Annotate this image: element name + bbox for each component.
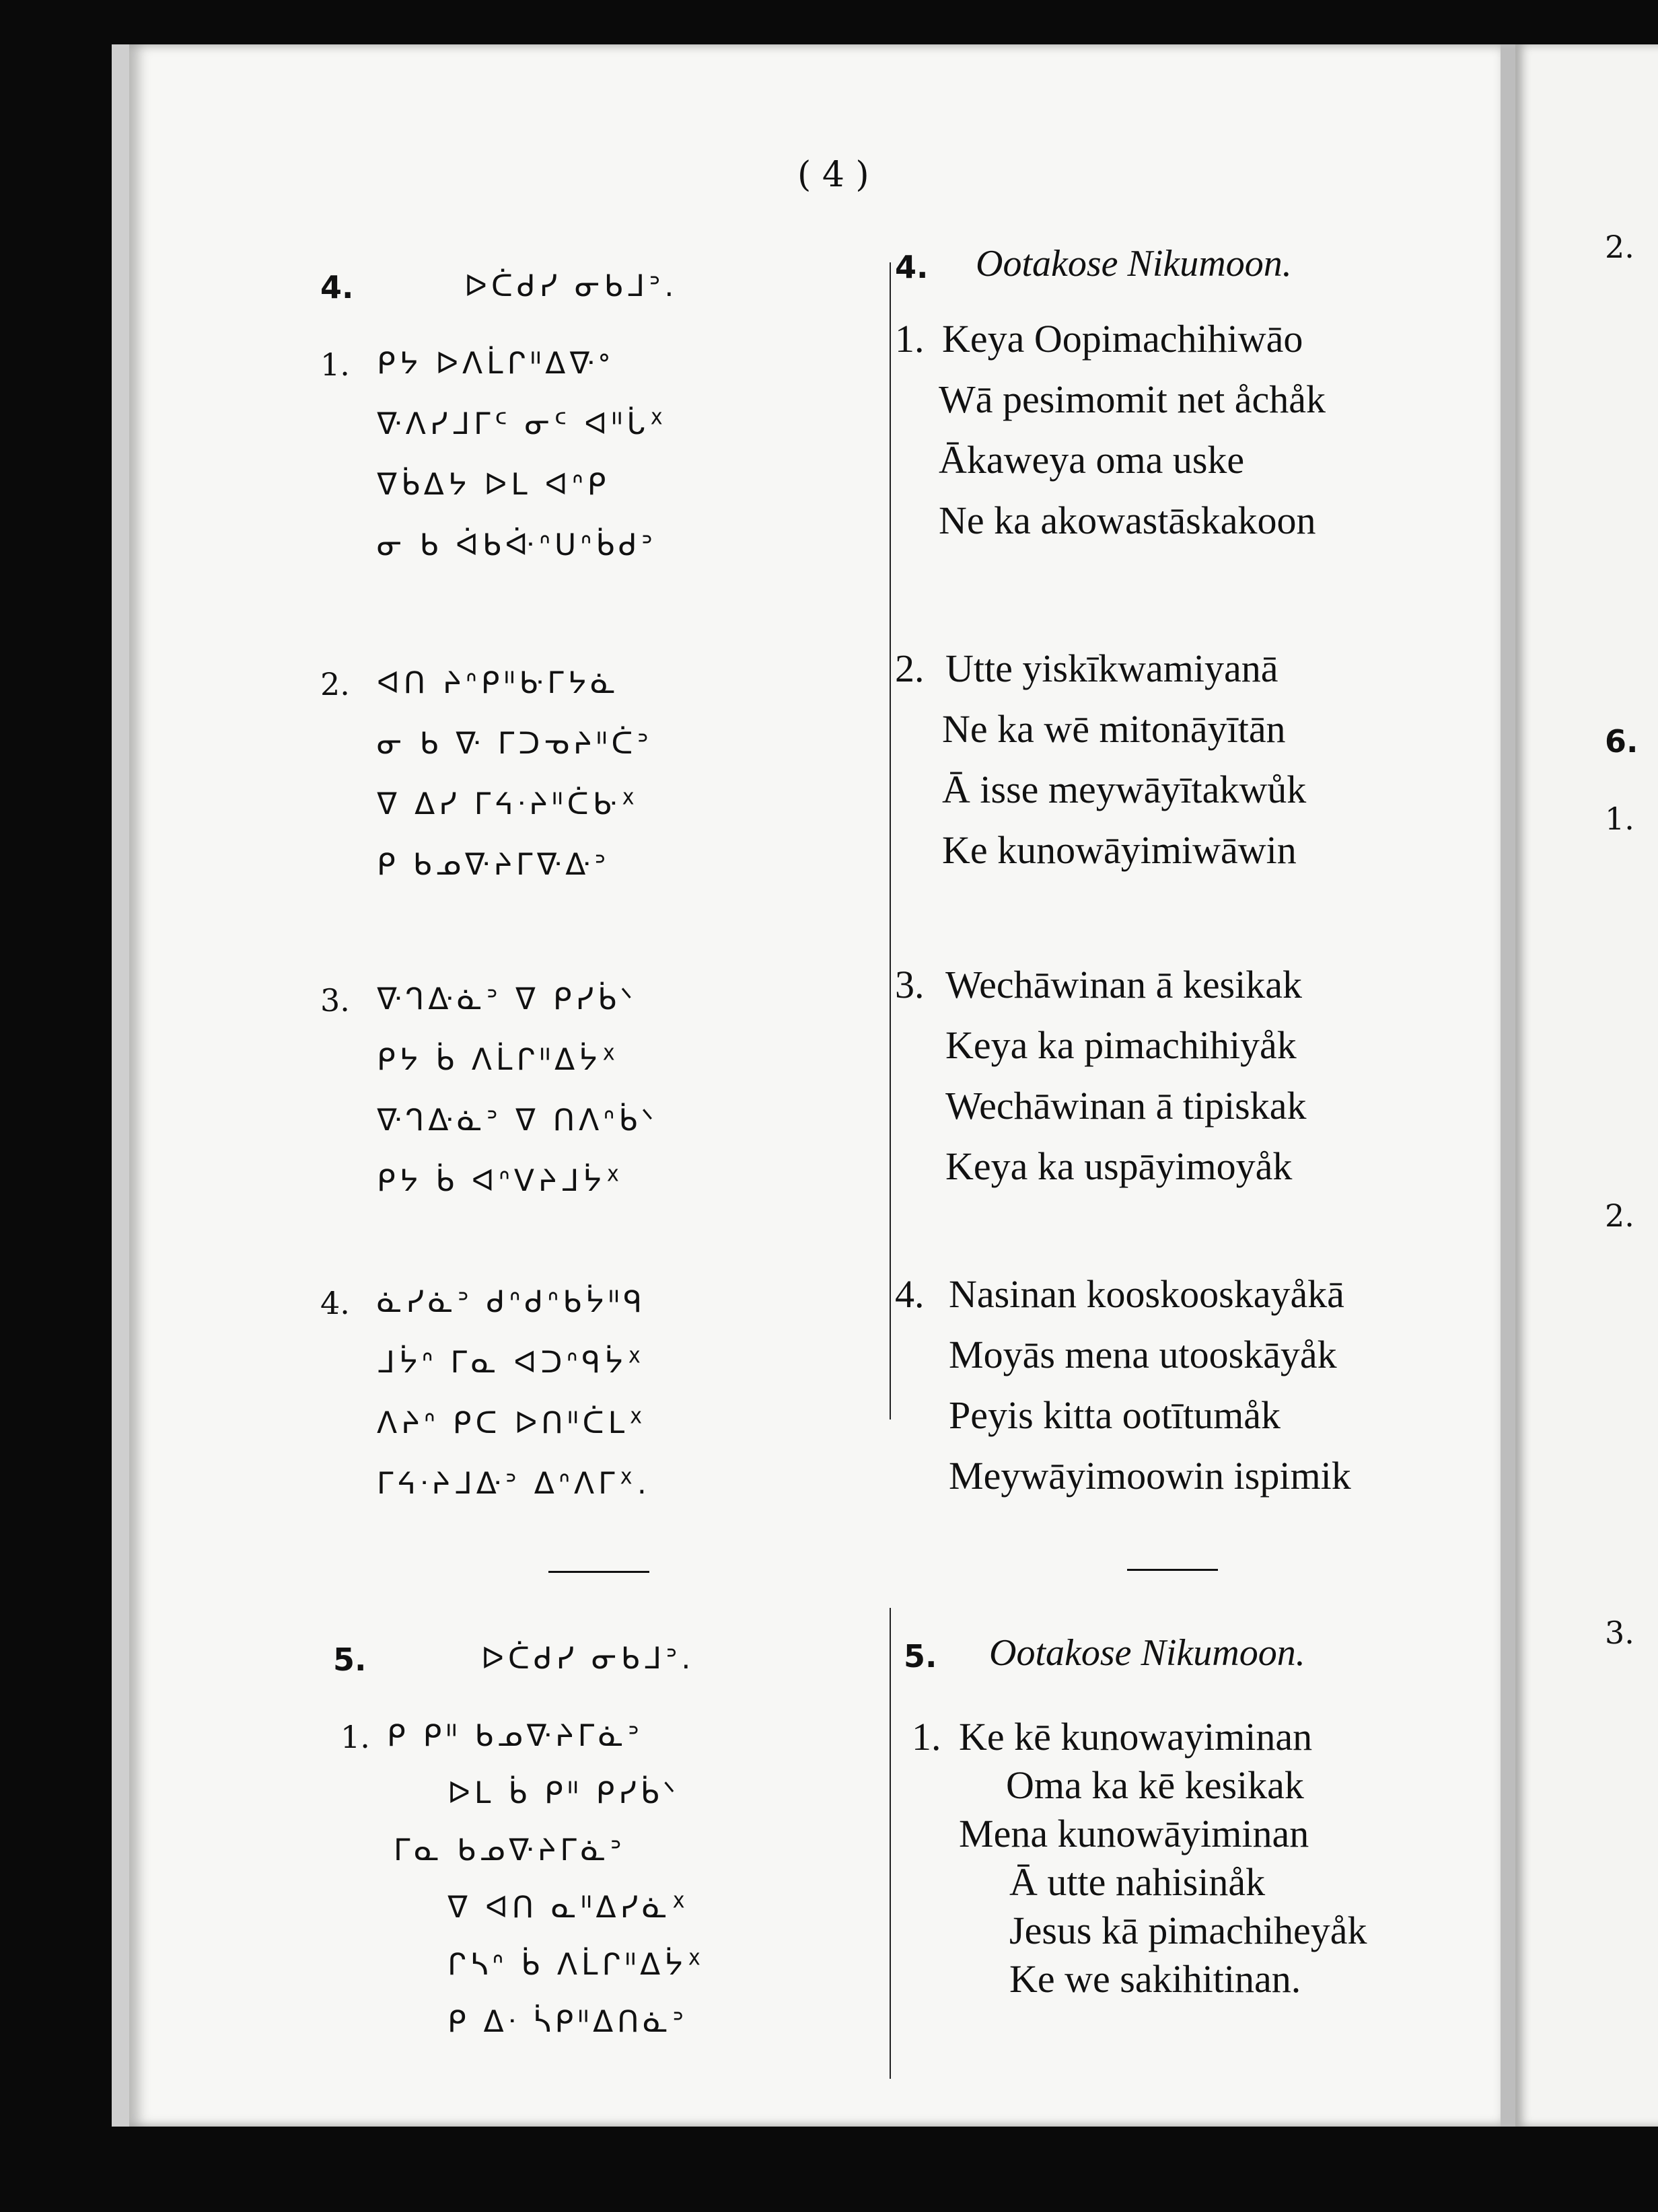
section-rule-right [1127,1569,1218,1571]
right-verse-number: 4. [895,1272,925,1316]
right-verse-line: Ke we sakihitinan. [1009,1957,1301,2001]
left-verse-line: ᐁ ᐃᓯ ᒥᔦᐧᔨᐦᑖᑿᕽ [377,787,639,821]
right-verse-line: Ākaweya oma uske [939,438,1245,482]
left-verse-line: ᐱᔨᐢ ᑭᑕ ᐅᑎᐦᑖᒪᕽ [377,1406,647,1440]
right-verse-line: Keya ka uspāyimoyåk [945,1144,1293,1188]
left-verse-line: ᑭ ᐃᐧ ᓵᑭᐦᐃᑎᓈᐣ [447,2005,688,2039]
right-hymn5-number: 5. [904,1638,937,1674]
left-verse-line: ᓂ ᑲ ᐍ ᒥᑐᓀᔨᐦᑖᐣ [377,727,653,761]
column-divider [890,262,891,1420]
right-verse-number: 1. [895,317,925,361]
right-verse-line: Jesus kā pimachiheyåk [1009,1909,1367,1952]
left-verse-line: ᑭᔭ ᑳ ᐱᒫᒋᐦᐃᔮᕽ [377,1043,620,1077]
left-verse-line: ᐍᒉᐏᓈᐣ ᐁ ᑎᐱᐢᑳᐠ [377,1103,658,1138]
right-verse-line: Ke kunowāyimiwāwin [942,828,1297,872]
left-hymn5-title: ᐅᑖᑯᓯ ᓂᑲᒧᐣ. [481,1642,695,1676]
right-verse-number: 2. [895,647,925,690]
left-hymn4-title: ᐅᑖᑯᓯ ᓂᑲᒧᐣ. [464,269,678,303]
next-page-number-fragment: 2. [1605,1197,1634,1234]
right-hymn4-title: Ootakose Nikumoon. [976,243,1292,285]
column-divider-lower [890,1608,891,2079]
left-verse-line: ᑭᔭ ᐅᐱᒫᒋᐦᐃᐍᐤ [377,346,614,381]
right-verse-line: Ā isse meywāyītakwůk [942,768,1307,811]
right-verse-line: Ā utte nahisinåk [1009,1860,1266,1904]
left-verse-line: ᒧᔮᐢ ᒥᓇ ᐊᑐᐢᑫᔮᕽ [377,1345,646,1380]
next-page-hymn-number: 6. [1605,723,1638,760]
left-verse-line: ᐍᒉᐏᓈᐣ ᐁ ᑭᓯᑳᐠ [377,982,637,1017]
next-page-number-fragment: 2. [1605,229,1634,265]
left-verse-line: ᓂ ᑲ ᐋᑲᐚᐢᑌᐢᑳᑯᐣ [377,528,657,562]
right-verse-line: Ne ka akowastāskakoon [939,499,1316,542]
left-verse-line: ᐍᐱᓯᒧᒥᑦ ᓂᑦ ᐊᐦᒑᕽ [377,407,668,441]
left-verse-number: 3. [320,982,350,1019]
left-verse-number: 1. [320,346,350,383]
left-verse-number: 4. [320,1285,350,1321]
left-verse-line: ᐁᑳᐃᔭ ᐅᒪ ᐊᐢᑭ [377,468,610,502]
right-verse-line: Meywāyimoowin ispimik [949,1454,1351,1498]
right-verse-line: Nasinan kooskooskayåkā [949,1272,1344,1316]
left-verse-line: ᐁ ᐊᑎ ᓇᐦᐃᓯᓈᕽ [447,1890,690,1925]
left-verse-number: 2. [320,666,350,702]
right-verse-line: Wechāwinan ā tipiskak [945,1084,1307,1128]
left-verse-line: ᐅᒪ ᑳ ᑭᐦ ᑭᓯᑳᐠ [447,1776,680,1810]
right-verse-line: Wā pesimomit net åchåk [939,377,1326,421]
left-hymn4-number: 4. [320,269,354,305]
right-hymn4-number: 4. [895,249,929,285]
left-verse-line: ᒥᓇ ᑲᓄᐍᔨᒥᓈᐣ [394,1833,626,1868]
right-verse-number: 1. [912,1715,941,1759]
right-verse-line: Peyis kitta ootītumåk [949,1393,1281,1437]
right-verse-line: Keya Oopimachihiwāo [942,317,1303,361]
left-hymn5-number: 5. [333,1642,367,1678]
right-verse-number: 3. [895,963,925,1006]
right-verse-line: Utte yiskīkwamiyanā [945,647,1278,690]
right-verse-line: Mena kunowāyiminan [959,1812,1309,1855]
next-page-number-fragment: 1. [1605,801,1634,837]
left-verse-line: ᑭᔭ ᑳ ᐊᐢᐯᔨᒧᔮᕽ [377,1164,624,1198]
right-verse-line: Ne ka wē mitonāyītān [942,707,1286,751]
right-verse-line: Wechāwinan ā kesikak [945,963,1302,1006]
page-number: ( 4 ) [797,155,869,195]
left-verse-line: ᑭ ᑲᓄᐍᔨᒥᐍᐏᐣ [377,848,610,882]
right-hymn5-title: Ootakose Nikumoon. [989,1632,1305,1674]
left-verse-line: ᐊᑎ ᔨᐢᑭᐦᑿᒥᔭᓈ [377,666,620,700]
section-rule-left [548,1571,649,1573]
right-verse-line: Moyās mena utooskāyåk [949,1333,1337,1376]
right-verse-line: Ke kē kunowayiminan [959,1715,1313,1759]
left-verse-number: 1. [340,1719,370,1755]
left-verse-line: ᒥᔦᐧᔨᒧᐏᐣ ᐃᐢᐱᒥᕽ. [377,1467,651,1501]
left-verse-line: ᓈᓯᓈᐣ ᑯᐢᑯᐢᑲᔮᐦᑫ [377,1285,647,1319]
left-verse-line: ᒋᓴᐢ ᑳ ᐱᒫᒋᐦᐃᔮᕽ [447,1948,706,1982]
right-verse-line: Keya ka pimachihiyåk [945,1023,1297,1067]
right-verse-line: Oma ka kē kesikak [1006,1763,1304,1807]
left-verse-line: ᑭ ᑭᐦ ᑲᓄᐍᔨᒥᓈᐣ [387,1719,643,1753]
adjacent-page-strip [1501,44,1658,2127]
next-page-number-fragment: 3. [1605,1615,1634,1651]
